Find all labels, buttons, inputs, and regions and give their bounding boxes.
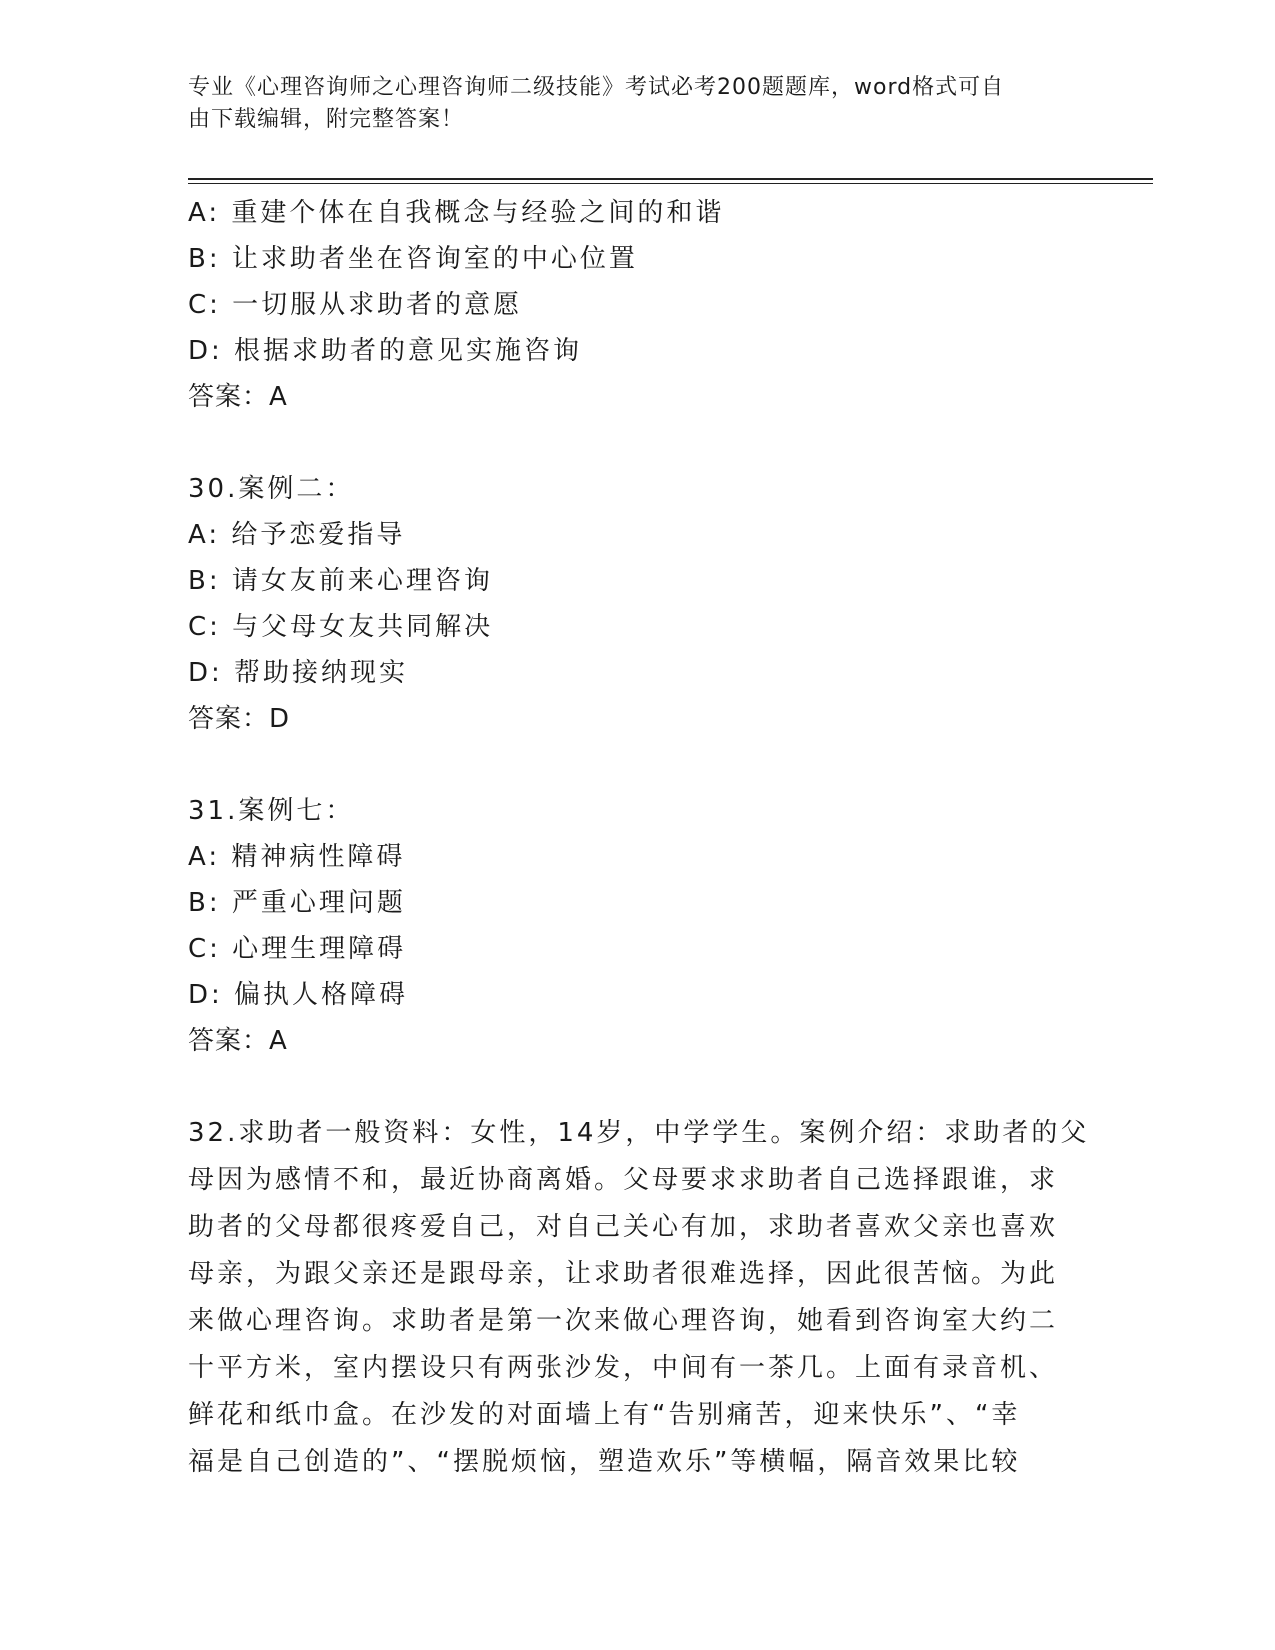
option-d: D: 根据求助者的意见实施咨询 xyxy=(188,336,583,366)
answer-line: 答案：D xyxy=(188,704,291,734)
answer-line: 答案：A xyxy=(188,382,288,412)
option-a: A: 精神病性障碍 xyxy=(188,842,406,872)
option-c: C: 与父母女友共同解决 xyxy=(188,612,494,642)
question-title: 30.案例二： xyxy=(188,474,355,504)
header-line-2: 由下载编辑，附完整答案！ xyxy=(188,107,465,132)
paragraph-line: 福是自己创造的”、“摆脱烦恼，塑造欢乐”等横幅，隔音效果比较 xyxy=(188,1447,1021,1477)
paragraph-line: 母亲，为跟父亲还是跟母亲，让求助者很难选择，因此很苦恼。为此 xyxy=(188,1259,1059,1289)
paragraph-line: 助者的父母都很疼爱自己，对自己关心有加，求助者喜欢父亲也喜欢 xyxy=(188,1212,1059,1242)
document-content xyxy=(188,190,1088,1486)
header-line-1: 专业《心理咨询师之心理咨询师二级技能》考试必考200题题库，word格式可自 xyxy=(188,75,1005,100)
option-c: C: 心理生理障碍 xyxy=(188,934,407,964)
option-b: B: 严重心理问题 xyxy=(188,888,406,918)
option-b: B: 让求助者坐在咨询室的中心位置 xyxy=(188,244,638,274)
header-divider-thin xyxy=(188,183,1153,184)
option-a: A: 重建个体在自我概念与经验之间的和谐 xyxy=(188,198,725,228)
spacer xyxy=(188,420,1088,466)
option-a: A: 给予恋爱指导 xyxy=(188,520,406,550)
option-d: D: 帮助接纳现实 xyxy=(188,658,409,688)
answer-line: 答案：A xyxy=(188,1026,288,1056)
spacer xyxy=(188,742,1088,788)
question-title: 31.案例七： xyxy=(188,796,355,826)
paragraph-line: 鲜花和纸巾盒。在沙发的对面墙上有“告别痛苦，迎来快乐”、“幸 xyxy=(188,1400,1021,1430)
paragraph-line: 来做心理咨询。求助者是第一次来做心理咨询，她看到咨询室大约二 xyxy=(188,1306,1059,1336)
header-divider-thick xyxy=(188,178,1153,180)
question-29-block xyxy=(188,190,1088,420)
paragraph-line: 32.求助者一般资料：女性，14岁，中学学生。案例介绍：求助者的父 xyxy=(188,1118,1090,1148)
spacer xyxy=(188,1064,1088,1110)
paragraph-line: 母因为感情不和，最近协商离婚。父母要求求助者自己选择跟谁，求 xyxy=(188,1165,1059,1195)
option-c: C: 一切服从求助者的意愿 xyxy=(188,290,523,320)
document-header xyxy=(188,72,1068,136)
paragraph-line: 十平方米，室内摆设只有两张沙发，中间有一茶几。上面有录音机、 xyxy=(188,1353,1059,1383)
question-31-block xyxy=(188,788,1088,1064)
question-30-block xyxy=(188,466,1088,742)
option-d: D: 偏执人格障碍 xyxy=(188,980,409,1010)
question-32-paragraph xyxy=(188,1110,1090,1486)
option-b: B: 请女友前来心理咨询 xyxy=(188,566,493,596)
